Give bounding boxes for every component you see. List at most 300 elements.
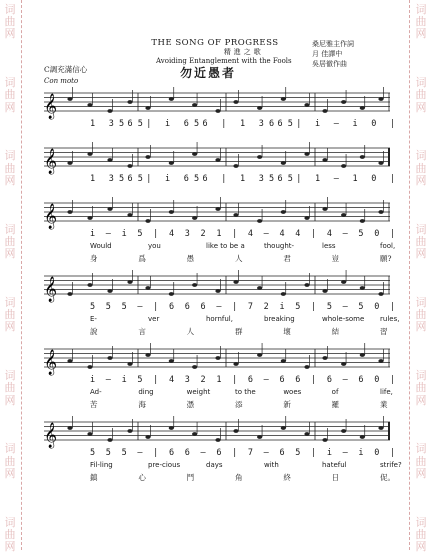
note-head [127, 362, 132, 366]
song-title-cn: 勿近愚者 [180, 66, 237, 80]
jianpu-note: 3 [184, 229, 190, 239]
jianpu-note: 6 [184, 448, 190, 458]
lyric-char: 終 [283, 473, 291, 482]
note-head [233, 362, 238, 366]
score-page [30, 0, 400, 550]
lyrics-chinese [30, 326, 400, 337]
note-head [281, 359, 286, 363]
note-head [378, 161, 383, 165]
jianpu-note: 2 [200, 375, 206, 385]
note-head [145, 219, 150, 223]
watermark-char: 词 [4, 149, 16, 163]
note-head [87, 216, 92, 220]
note-head [341, 280, 346, 284]
watermark-char: 网 [415, 539, 427, 553]
note-head [127, 164, 132, 168]
note-head [360, 286, 365, 290]
jianpu-note: — [137, 448, 143, 458]
jianpu-note: 5 [105, 302, 111, 312]
lyric-word: strife? [380, 461, 402, 469]
treble-clef-icon: 𝄞 [44, 277, 58, 302]
jianpu-line [30, 174, 400, 186]
watermark-char: 词 [4, 222, 16, 236]
watermark-char: 网 [415, 393, 427, 407]
note-head [304, 432, 309, 436]
note-head [378, 97, 383, 101]
jianpu-barline: | [153, 229, 159, 239]
jianpu-note: 6 [216, 448, 222, 458]
note-head [67, 292, 72, 296]
lyric-word: with [264, 461, 279, 469]
note-head [378, 426, 383, 430]
jianpu-note: 1 [90, 119, 96, 129]
watermark-char [419, 504, 423, 516]
song-subtitle [156, 47, 292, 65]
lyric-char: 言 [138, 327, 146, 336]
jianpu-note: i [121, 229, 127, 239]
lyric-word: to the [235, 388, 256, 396]
jianpu-note: 6 [202, 174, 208, 184]
note-head [67, 426, 72, 430]
note-head [215, 356, 220, 360]
note-head [360, 106, 365, 110]
note-head [341, 100, 346, 104]
lyric-word: thought- [264, 242, 295, 250]
note-head [281, 292, 286, 296]
note-head [378, 359, 383, 363]
jianpu-note: — [263, 229, 269, 239]
jianpu-barline: | [232, 302, 238, 312]
watermark-char: 网 [415, 466, 427, 480]
note-head [322, 207, 327, 211]
jianpu-note: i [315, 119, 321, 129]
note-head [169, 359, 174, 363]
jianpu-barline: | [390, 229, 396, 239]
watermark-char: 网 [4, 173, 16, 187]
note-head [281, 161, 286, 165]
credits [312, 39, 354, 69]
lyric-char: 習 [380, 327, 388, 336]
lyric-char: 促。 [380, 473, 395, 482]
jianpu-note: 4 [168, 375, 175, 385]
note-head [127, 280, 132, 284]
note-head [127, 429, 132, 433]
lyric-word: Ad- [90, 388, 102, 396]
lyric-word: like to be a [206, 242, 245, 250]
watermark-char: 曲 [4, 234, 16, 248]
jianpu-note: 0 [374, 302, 380, 312]
jianpu-note: 4 [326, 229, 332, 239]
note-head [87, 152, 92, 156]
lyric-char: 君 [283, 254, 291, 263]
note-head [67, 359, 72, 363]
jianpu-note: — [342, 448, 348, 458]
staff-system [30, 339, 400, 375]
lyric-word: life, [380, 388, 393, 396]
lyric-char: 身 [90, 254, 98, 263]
jianpu-barline: | [296, 119, 302, 129]
jianpu-note: i [326, 448, 332, 458]
lyric-word: ding [138, 388, 154, 396]
watermark-char: 曲 [4, 308, 16, 322]
jianpu-note: 6 [279, 448, 285, 458]
jianpu-barline: | [390, 302, 396, 312]
jianpu-note: 6 [358, 375, 364, 385]
jianpu-line [30, 302, 400, 314]
watermark-char: 曲 [415, 234, 427, 248]
treble-clef-icon: 𝄞 [44, 149, 58, 174]
lyric-char: 心 [138, 473, 146, 482]
watermark-char: 词 [415, 222, 427, 236]
watermark-char [419, 41, 423, 53]
composer: 吳居徹作曲 [312, 60, 347, 68]
watermark-char: 词 [415, 369, 427, 383]
jianpu-barline: | [232, 229, 238, 239]
jianpu-note: 5 [90, 302, 96, 312]
lyric-char: 壞 [283, 327, 291, 336]
jianpu-note: 0 [374, 375, 380, 385]
lyrics-english [30, 461, 400, 472]
jianpu-note: 3 6 [258, 119, 275, 129]
jianpu-note: 7 [247, 448, 254, 458]
jianpu-note: 6 5 [183, 119, 200, 129]
key-signature-text: C調充滿信心 [44, 65, 88, 74]
watermark-char: 网 [4, 100, 16, 114]
jianpu-barline: | [311, 375, 317, 385]
note-head [107, 109, 112, 113]
watermark-char: 网 [415, 100, 427, 114]
lyric-char: 羅 [331, 400, 340, 409]
note-head [322, 289, 327, 293]
note-head [215, 158, 220, 162]
jianpu-note: 5 [358, 302, 364, 312]
watermark-char: 词 [415, 149, 427, 163]
note-head [145, 106, 150, 110]
jianpu-barline: | [221, 119, 227, 129]
watermark-right [411, 0, 431, 553]
lyric-word: rules, [380, 315, 400, 323]
note-head [257, 435, 262, 439]
lyric-char: 說 [90, 327, 98, 336]
watermark-char: 网 [415, 320, 427, 334]
jianpu-note: 1 [240, 174, 246, 184]
jianpu-note: 2 [263, 302, 269, 312]
watermark-char: 网 [4, 247, 16, 261]
watermark-char: 网 [415, 27, 427, 41]
note-head [304, 152, 309, 156]
note-head [304, 365, 309, 369]
jianpu-note: 4 [295, 229, 301, 239]
song-title-cn-small: 精進之歌 [223, 48, 264, 56]
lyric-word: of [331, 388, 339, 396]
lyric-char: 人 [186, 327, 195, 336]
watermark-char: 网 [415, 173, 427, 187]
watermark-char [419, 211, 423, 223]
jianpu-note: 6 5 [183, 174, 200, 184]
jianpu-note: 6 5 [127, 174, 143, 184]
note-head [145, 435, 150, 439]
jianpu-note: 5 [105, 448, 111, 458]
jianpu-note: 3 5 [108, 174, 125, 184]
jianpu-note: 0 [371, 119, 377, 129]
jianpu-note: 5 [137, 229, 143, 239]
lyric-char: 愚 [186, 254, 195, 263]
jianpu-note: 7 [247, 302, 254, 312]
jianpu-note: 5 [137, 375, 143, 385]
lyricist: 桑尼雅主作詞 [312, 40, 354, 48]
jianpu-note: — [342, 375, 348, 385]
lyric-word: fool, [380, 242, 396, 250]
jianpu-note: 1 [352, 174, 358, 184]
note-head [233, 429, 238, 433]
jianpu-note: 6 [184, 302, 190, 312]
watermark-char: 曲 [415, 161, 427, 175]
note-head [169, 210, 174, 214]
note-head [281, 426, 286, 430]
lyric-word: hateful [322, 461, 347, 469]
watermark-char: 词 [415, 515, 427, 529]
lyric-char: 日 [331, 473, 340, 482]
lyric-word: whole-some [322, 315, 365, 323]
note-head [257, 106, 262, 110]
note-head [192, 365, 197, 369]
jianpu-note: — [105, 375, 111, 385]
jianpu-barline: | [390, 375, 396, 385]
tempo-marking: Con moto [44, 77, 79, 85]
lyrics-chinese [30, 399, 400, 410]
jianpu-note: 4 [247, 229, 254, 239]
jianpu-note: 6 [168, 302, 175, 312]
note-head [107, 158, 112, 162]
jianpu-barline: | [232, 375, 238, 385]
note-head [304, 103, 309, 107]
note-head [192, 152, 197, 156]
note-head [341, 164, 346, 168]
note-head [215, 289, 220, 293]
staff-system [30, 193, 400, 229]
jianpu-note: 5 [121, 448, 127, 458]
lyric-char: 爲 [138, 254, 146, 263]
lyric-word: hornful, [206, 315, 233, 323]
note-head [87, 103, 92, 107]
watermark-char: 词 [415, 76, 427, 90]
watermark-char: 曲 [4, 527, 16, 541]
lyric-word: ver [148, 315, 160, 323]
jianpu-line [30, 375, 400, 387]
lyric-word: days [206, 461, 223, 469]
jianpu-barline: | [153, 448, 159, 458]
jianpu-note: i [90, 229, 96, 239]
note-head [360, 219, 365, 223]
jianpu-note: 2 [200, 229, 206, 239]
note-head [304, 216, 309, 220]
note-head [215, 207, 220, 211]
jianpu-note: 3 5 [258, 174, 275, 184]
jianpu-note: — [216, 302, 222, 312]
note-head [107, 356, 112, 360]
jianpu-barline: | [153, 302, 159, 312]
jianpu-note: 5 [295, 302, 301, 312]
note-head [169, 292, 174, 296]
staff-system [30, 266, 400, 302]
staff-system [30, 412, 400, 448]
jianpu-note: 5 [90, 448, 96, 458]
jianpu-note: — [333, 174, 339, 184]
lyric-word: woes [283, 388, 302, 396]
jianpu-barline: | [311, 302, 317, 312]
note-head [233, 213, 238, 217]
watermark-char: 曲 [4, 88, 16, 102]
staff-system [30, 83, 400, 119]
jianpu-note: 1 [315, 174, 321, 184]
watermark-char: 词 [4, 515, 16, 529]
watermark-char: 词 [415, 3, 427, 16]
note-head [67, 161, 72, 165]
lyric-char: 結 [331, 327, 340, 336]
translator: 月 佳譯中 [312, 50, 343, 58]
watermark-char [8, 272, 12, 284]
watermark-char: 网 [4, 27, 16, 41]
lyric-word: breaking [264, 315, 295, 323]
jianpu-note: — [333, 119, 339, 129]
lyrics-english [30, 388, 400, 399]
jianpu-barline: | [390, 119, 396, 129]
lyric-char: 角 [235, 473, 243, 482]
treble-clef-icon: 𝄞 [44, 94, 58, 119]
note-head [281, 97, 286, 101]
jianpu-note: 5 [326, 302, 332, 312]
watermark-char: 曲 [415, 454, 427, 468]
watermark-char: 曲 [415, 381, 427, 395]
note-head [215, 109, 220, 113]
watermark-char: 词 [415, 295, 427, 309]
note-head [257, 155, 262, 159]
jianpu-note: 1 [240, 119, 246, 129]
note-head [360, 353, 365, 357]
note-head [67, 210, 72, 214]
jianpu-note: 0 [374, 229, 380, 239]
watermark-char: 曲 [4, 161, 16, 175]
jianpu-note: 6 [200, 302, 206, 312]
note-head [281, 210, 286, 214]
note-head [192, 283, 197, 287]
watermark-char [419, 272, 423, 284]
jianpu-barline: | [221, 174, 227, 184]
watermark-char: 网 [4, 393, 16, 407]
note-head [233, 280, 238, 284]
jianpu-note: 6 [168, 448, 175, 458]
jianpu-note: 5 [358, 229, 364, 239]
lyrics-chinese [30, 253, 400, 264]
note-head [322, 109, 327, 113]
lyrics-english [30, 315, 400, 326]
note-head [322, 438, 327, 442]
jianpu-note: 1 [90, 174, 96, 184]
jianpu-note: 3 [184, 375, 190, 385]
jianpu-note: 5 [295, 448, 301, 458]
jianpu-note: 0 [374, 448, 380, 458]
watermark-char: 曲 [4, 381, 16, 395]
note-head [341, 362, 346, 366]
watermark-char: 词 [4, 3, 16, 16]
watermark-divider-left [21, 0, 22, 550]
watermark-char: 网 [415, 247, 427, 261]
note-head [378, 292, 383, 296]
jianpu-note: 5 [121, 302, 127, 312]
watermark-char [8, 333, 12, 345]
song-title-en: THE SONG OF PROGRESS [151, 38, 279, 48]
jianpu-note: 6 [247, 375, 254, 385]
jianpu-barline: | [390, 448, 396, 458]
jianpu-barline: | [153, 375, 159, 385]
jianpu-barline: | [311, 448, 317, 458]
jianpu-note: 4 [168, 229, 175, 239]
jianpu-line [30, 229, 400, 241]
watermark-char: 网 [4, 539, 16, 553]
note-head [192, 216, 197, 220]
watermark-char: 曲 [415, 527, 427, 541]
note-head [257, 353, 262, 357]
jianpu-barline: | [311, 229, 317, 239]
jianpu-note: 6 [295, 375, 301, 385]
note-head [145, 155, 150, 159]
note-head [145, 353, 150, 357]
jianpu-note: 1 [216, 229, 222, 239]
note-head [145, 286, 150, 290]
lyric-char: 鎮 [90, 473, 98, 482]
lyric-word: you [148, 242, 161, 250]
staff-system [30, 138, 400, 174]
jianpu-note: 6 [202, 119, 208, 129]
lyric-word: E- [90, 315, 97, 323]
lyric-word: Would [90, 242, 112, 250]
note-head [341, 213, 346, 217]
treble-clef-icon: 𝄞 [44, 350, 58, 375]
lyrics-english [30, 242, 400, 253]
note-head [107, 438, 112, 442]
note-head [322, 158, 327, 162]
jianpu-barline: | [146, 174, 152, 184]
lyric-word: pre-cious [148, 461, 181, 469]
note-head [360, 435, 365, 439]
jianpu-note: i [165, 174, 171, 184]
note-head [257, 219, 262, 223]
watermark-char: 词 [415, 442, 427, 456]
watermark-char: 词 [4, 76, 16, 90]
jianpu-note: 1 [216, 375, 222, 385]
watermark-char [8, 211, 12, 223]
watermark-char: 曲 [4, 454, 16, 468]
jianpu-note: i [358, 448, 364, 458]
song-subtitle-en: Avoiding Entanglement with the Fools [156, 57, 292, 65]
jianpu-note: 6 5 [277, 174, 293, 184]
watermark-char: 网 [4, 320, 16, 334]
note-head [87, 432, 92, 436]
watermark-char [8, 41, 12, 53]
note-head [360, 155, 365, 159]
jianpu-note: 6 [279, 375, 285, 385]
lyric-char: 添 [235, 400, 243, 409]
watermark-char: 词 [4, 295, 16, 309]
jianpu-barline: | [232, 448, 238, 458]
jianpu-note: i [165, 119, 171, 129]
lyric-word: weight [186, 388, 211, 396]
watermark-char: 曲 [415, 88, 427, 102]
note-head [169, 426, 174, 430]
note-head [233, 100, 238, 104]
lyric-char: 群 [235, 327, 243, 336]
note-head [107, 207, 112, 211]
